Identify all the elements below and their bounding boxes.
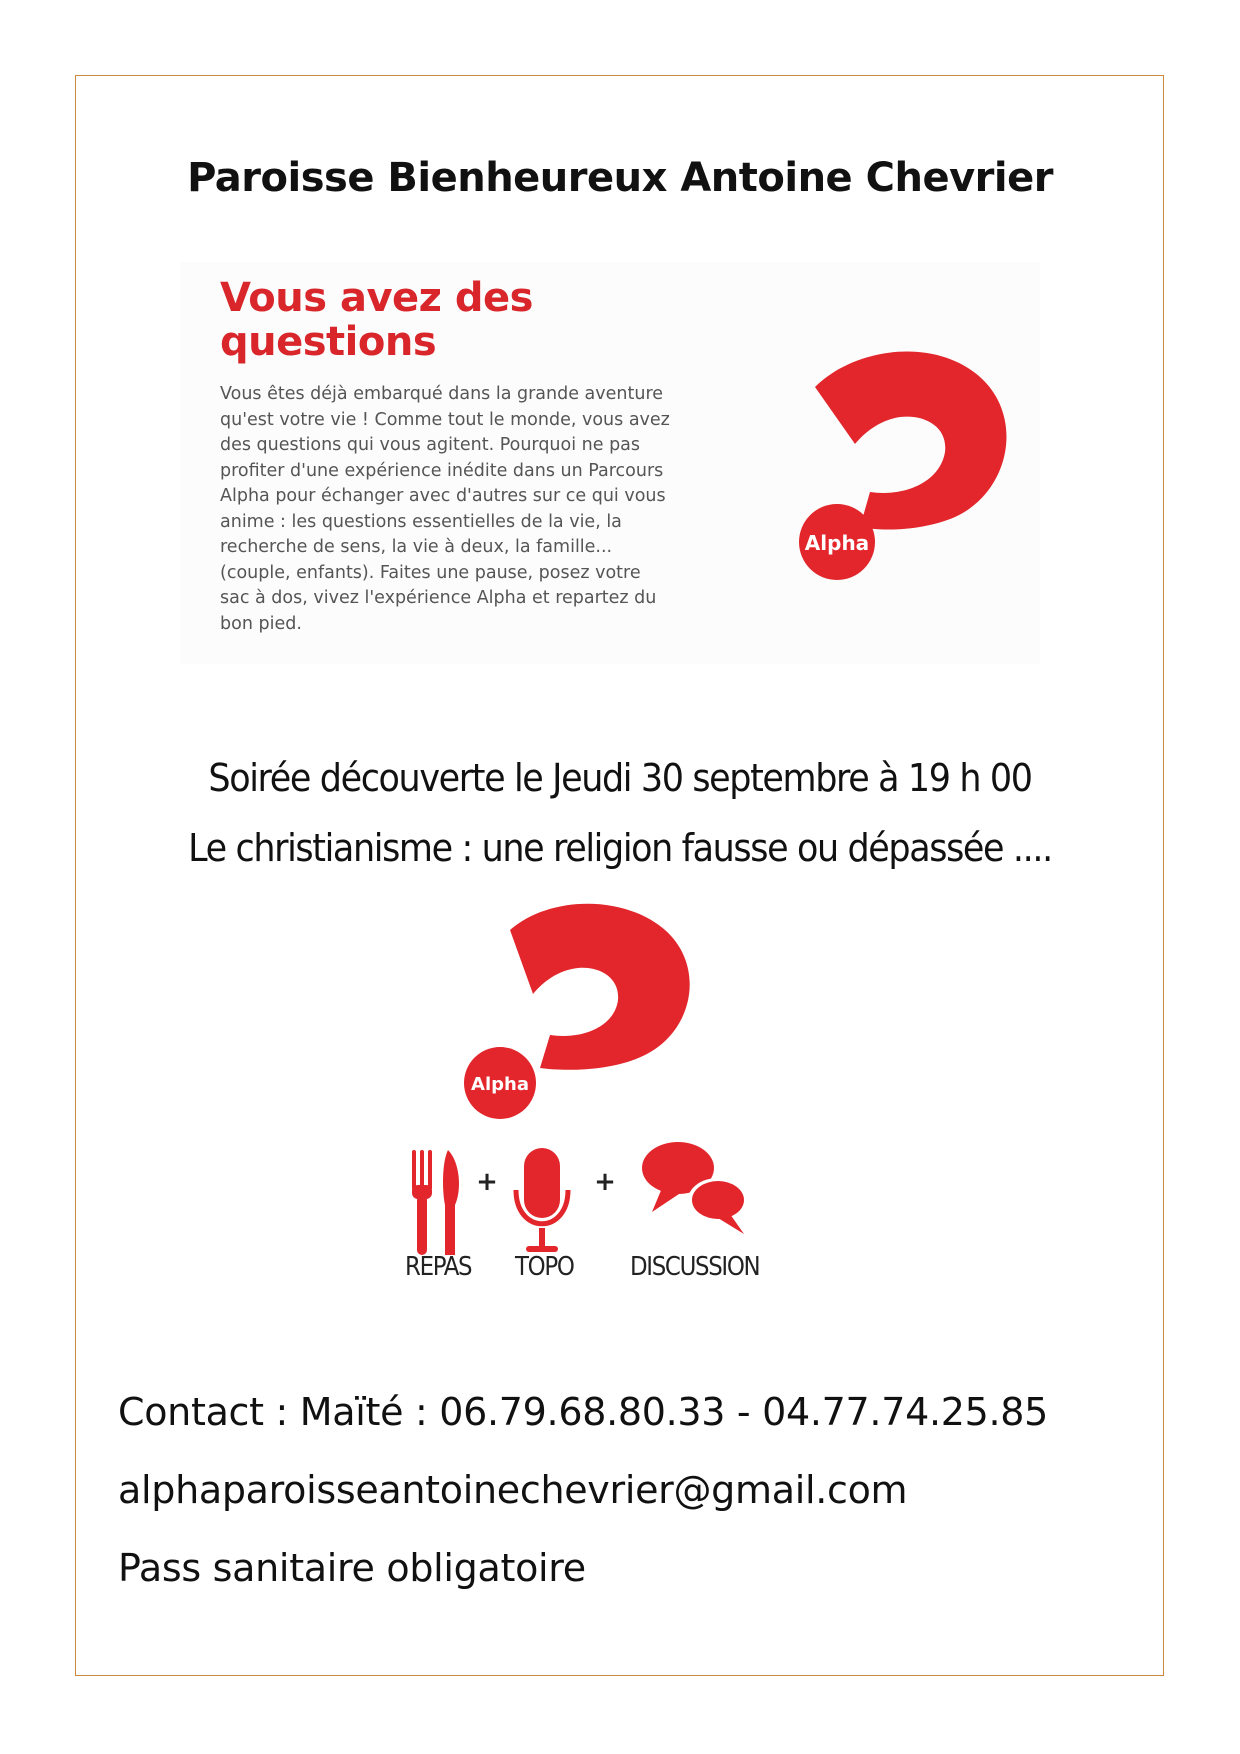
step-label-topo: TOPO [515,1252,574,1282]
intro-panel [180,262,1040,664]
intro-body-line: des questions qui vous agitent. Pourquoi ne pas [220,435,641,455]
intro-body-line: (couple, enfants). Faites une pause, posez votre [220,562,641,583]
event-date-line: Soirée découverte le Jeudi 30 septembre à 19 h 00 [208,756,1032,800]
intro-body-line: qu'est votre vie ! Comme tout le monde, vous avez [220,409,670,430]
intro-body-line: Vous êtes déjà embarqué dans la grande aventure [220,384,664,404]
question-mark-icon [510,904,690,1070]
intro-body-line: Alpha pour échanger avec d'autres sur ce qui vous [220,486,666,506]
plus-sign: + [476,1167,498,1197]
step-label-discussion: DISCUSSION [630,1252,760,1282]
intro-body-line: anime : les questions essentielles de la vie, la [220,511,622,532]
question-mark-icon [815,352,1006,530]
contact-phone-line: Contact : Maïté : 06.79.68.80.33 - 04.77.74.25.85 [118,1390,1049,1434]
plus-sign: + [594,1167,616,1197]
intro-heading-line2: questions [220,319,437,365]
speech-bubbles-icon [642,1142,748,1234]
fork-knife-icon [412,1150,459,1255]
intro-body-line: sac à dos, vivez l'expérience Alpha et repartez du [220,588,657,608]
parish-title: Paroisse Bienheureux Antoine Chevrier [187,155,1053,201]
alpha-badge-label: Alpha [471,1074,529,1095]
intro-body-line: profiter d'une expérience inédite dans un Parcours [220,460,664,481]
intro-body-line: bon pied. [220,613,302,634]
intro-body [220,382,700,637]
microphone-icon [516,1148,568,1252]
step-label-repas: REPAS [405,1252,472,1282]
intro-heading [220,276,740,364]
intro-heading-line1: Vous avez des [220,275,533,321]
contact-email: alphaparoisseantoinechevrier@gmail.com [118,1468,908,1512]
event-topic-line: Le christianisme : une religion fausse ou dépassée .... [188,826,1052,870]
alpha-question-mark-logo [755,332,1055,632]
intro-body-line: recherche de sens, la vie à deux, la famille... [220,537,613,557]
alpha-badge-label: Alpha [804,531,870,555]
health-pass-note: Pass sanitaire obligatoire [118,1546,586,1590]
